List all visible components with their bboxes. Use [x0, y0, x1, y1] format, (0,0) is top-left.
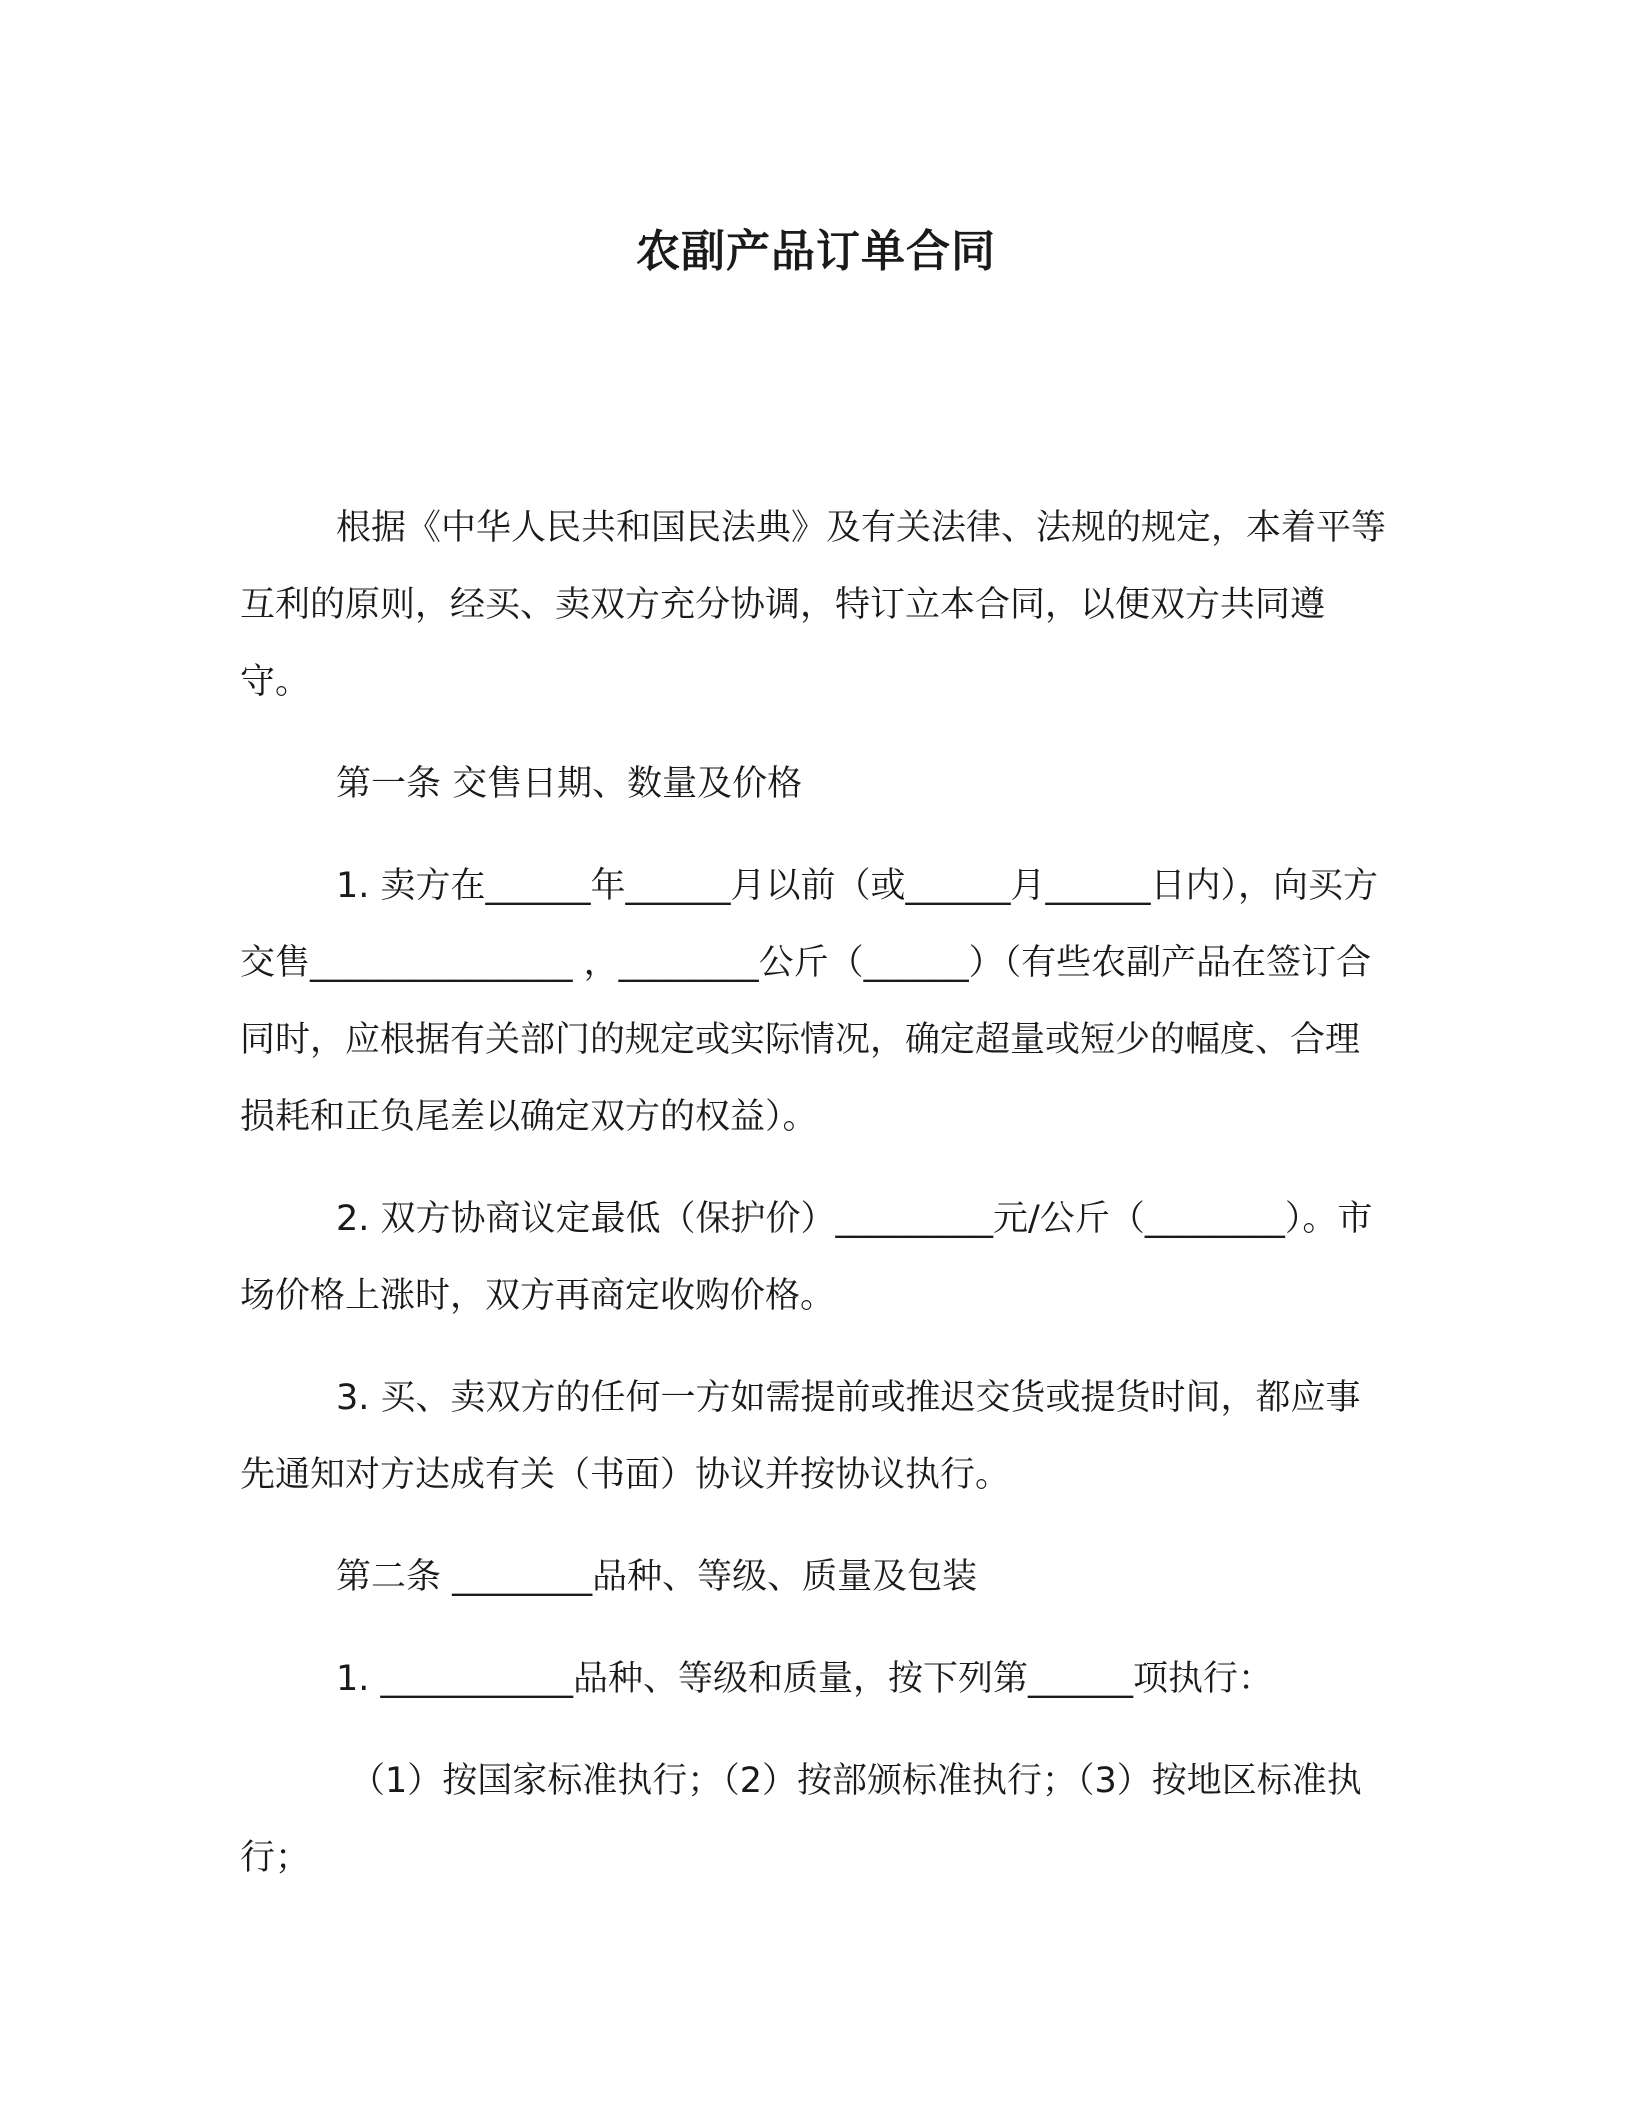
article-1-clause-3: 3. 买、卖双方的任何一方如需提前或推迟交货或提货时间，都应事先通知对方达成有关（书面）协议并按协议执行。	[240, 1378, 1361, 1495]
article-1-clause-2: 2. 双方协商议定最低（保护价）_________元/公斤（________）。市场价格上涨时，双方再商定收购价格。	[240, 1199, 1373, 1316]
document-title: 农副产品订单合同	[636, 226, 996, 277]
document-body	[240, 490, 1390, 1922]
preamble-paragraph: 根据《中华人民共和国民法典》及有关法律、法规的规定，本着平等互利的原则，经买、卖双方充分协调，特订立本合同，以便双方共同遵守。	[240, 508, 1387, 702]
article-1-clause-1: 1. 卖方在______年______月以前（或______月______日内），向买方交售_______________ ，________公斤（______）（有些农副产品在签订合同时，应根据有关部门的规定或实际情况，确定超量或短少的幅度、合理损耗和正负尾差以确定双方的权益）。	[240, 866, 1379, 1137]
article-1-heading: 第一条 交售日期、数量及价格	[336, 764, 803, 804]
standards-list: （1）按国家标准执行；（2）按部颁标准执行；（3）按地区标准执行；	[240, 1761, 1362, 1878]
article-2-clause-1: 1. ___________品种、等级和质量，按下列第______项执行：	[336, 1659, 1274, 1699]
article-2-heading: 第二条 ________品种、等级、质量及包装	[336, 1557, 978, 1597]
